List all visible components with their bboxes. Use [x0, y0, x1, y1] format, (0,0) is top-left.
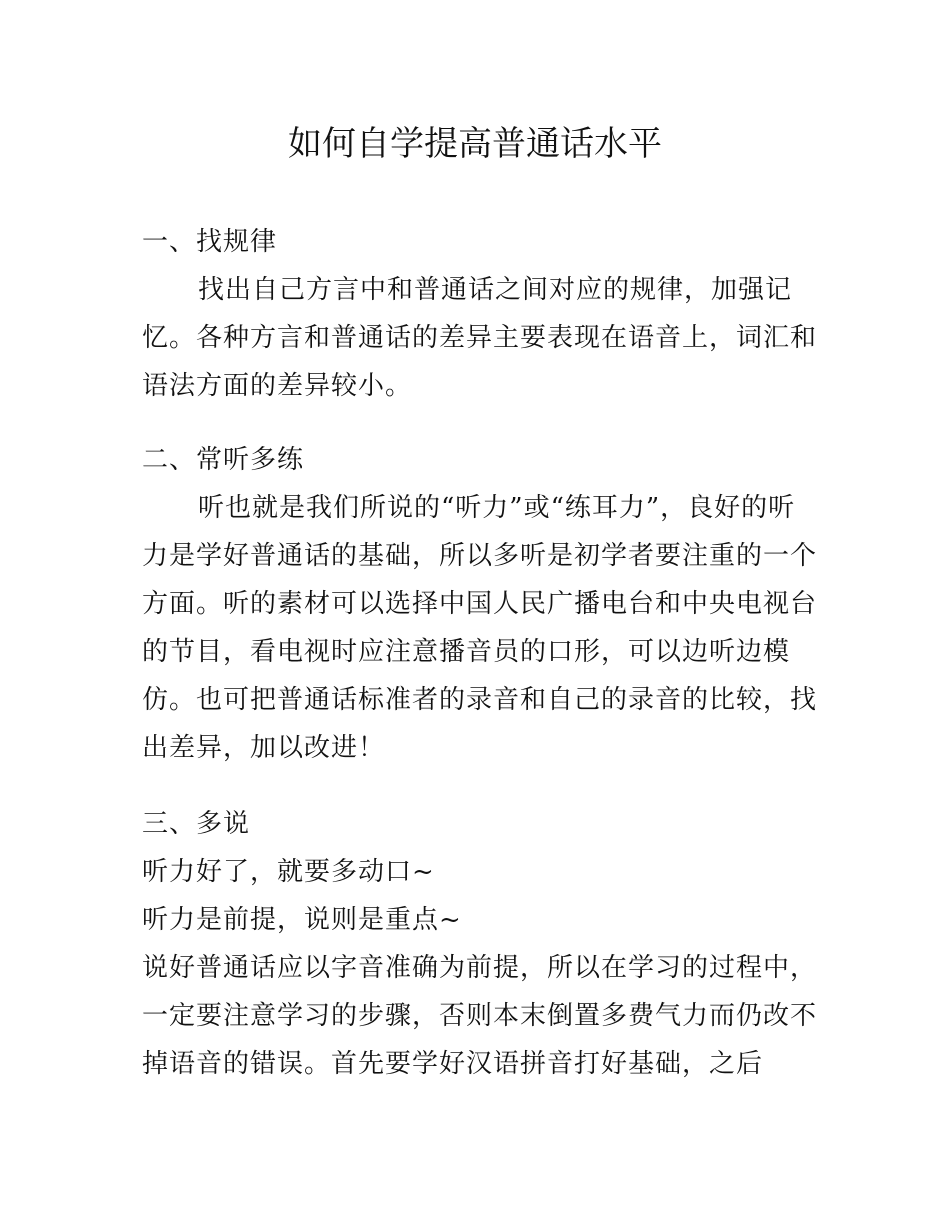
- section-3-line-1: 听力好了，就要多动口~: [142, 857, 435, 887]
- section-paragraph-1: 找出自己方言中和普通话之间对应的规律，加强记忆。各种方言和普通话的差异主要表现在语音上，词汇和语法方面的差异较小。: [142, 275, 818, 401]
- section-heading-1: 一、找规律: [142, 227, 278, 257]
- section-3-line-2: 听力是前提，说则是重点~: [142, 905, 462, 935]
- section-1-body: [142, 266, 822, 410]
- section-paragraph-3: 说好普通话应以字音准确为前提，所以在学习的过程中，一定要注意学习的步骤，否则本末倒置多费气力而仍改不掉语音的错误。首先要学好汉语拼音打好基础，之后: [142, 953, 818, 1079]
- section-3-body: [142, 848, 822, 1088]
- document-title: 如何自学提高普通话水平: [288, 124, 662, 164]
- section-2-body: [142, 484, 822, 772]
- section-heading-2: 二、常听多练: [142, 445, 305, 475]
- section-heading-3: 三、多说: [142, 809, 251, 839]
- section-paragraph-2: 听也就是我们所说的“听力”或“练耳力”，良好的听力是学好普通话的基础，所以多听是初学者要注重的一个方面。听的素材可以选择中国人民广播电台和中央电视台的节目，看电视时应注意播音员的口形，可以边听边模仿。也可把普通话标准者的录音和自己的录音的比较，找出差异，加以改进！: [142, 493, 818, 763]
